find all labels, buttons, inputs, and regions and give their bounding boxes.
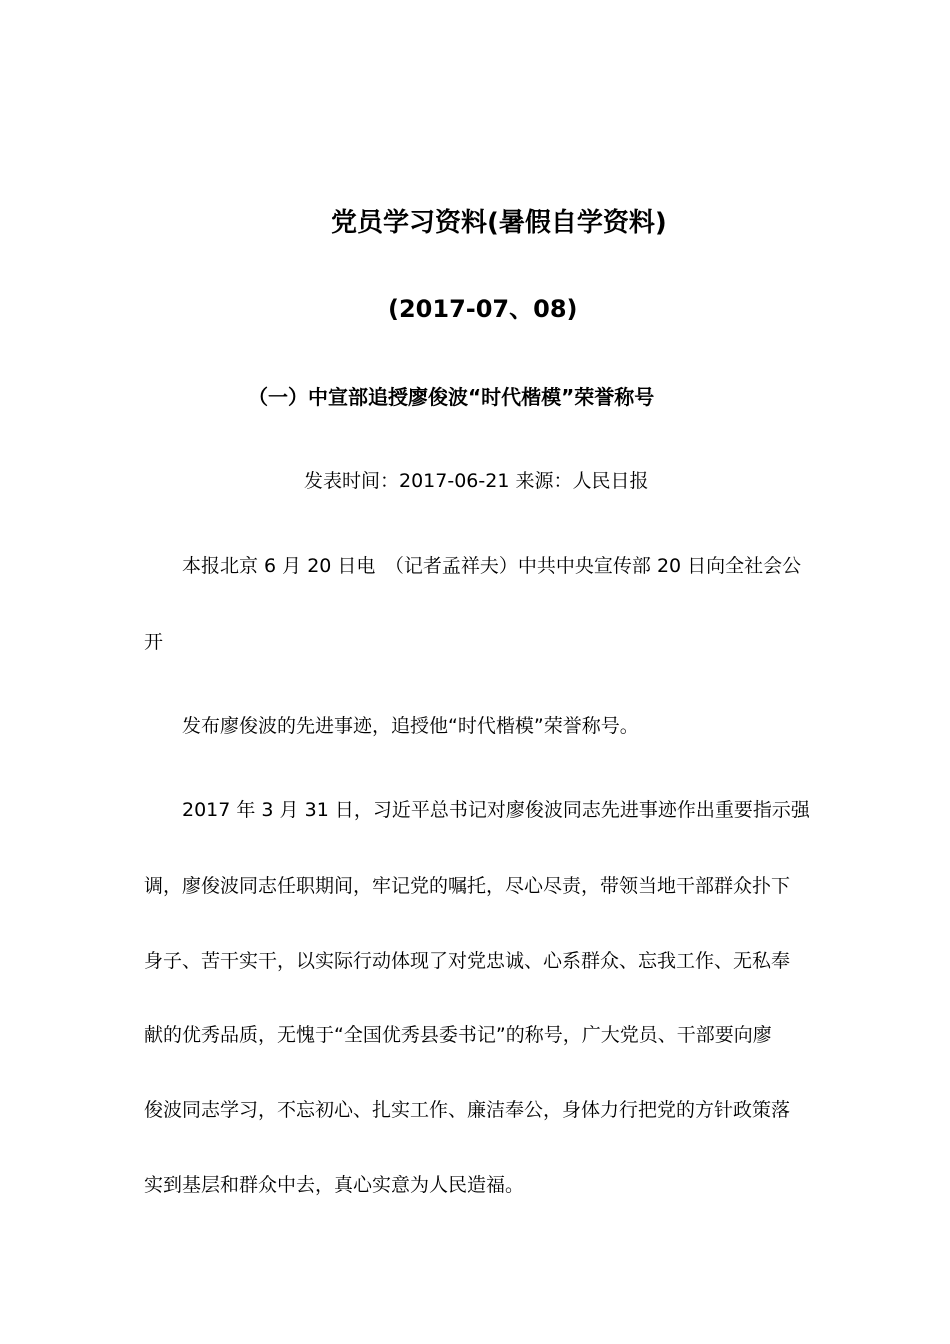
publish-meta: 发表时间：2017-06-21 来源：人民日报 — [304, 470, 649, 492]
document-subtitle: (2017-07、08) — [388, 295, 578, 323]
paragraph-line: 开 — [144, 631, 164, 653]
paragraph-line: 献的优秀品质，无愧于“全国优秀县委书记”的称号，广大党员、干部要向廖 — [144, 1024, 772, 1046]
paragraph-line: 发布廖俊波的先进事迹，追授他“时代楷模”荣誉称号。 — [182, 715, 639, 737]
paragraph-line: 实到基层和群众中去，真心实意为人民造福。 — [144, 1174, 525, 1196]
paragraph-line: 身子、苦干实干，以实际行动体现了对党忠诚、心系群众、忘我工作、无私奉 — [144, 950, 791, 972]
paragraph-line: 本报北京 6 月 20 日电 （记者孟祥夫）中共中央宣传部 20 日向全社会公 — [182, 555, 802, 577]
paragraph-line: 调，廖俊波同志任职期间，牢记党的嘱托，尽心尽责，带领当地干部群众扑下 — [144, 875, 791, 897]
document-title: 党员学习资料(暑假自学资料) — [331, 208, 667, 238]
section-heading: （一）中宣部追授廖俊波“时代楷模”荣誉称号 — [248, 385, 655, 409]
paragraph-line: 2017 年 3 月 31 日，习近平总书记对廖俊波同志先进事迹作出重要指示强 — [182, 799, 810, 821]
paragraph-line: 俊波同志学习，不忘初心、扎实工作、廉洁奉公，身体力行把党的方针政策落 — [144, 1099, 791, 1121]
